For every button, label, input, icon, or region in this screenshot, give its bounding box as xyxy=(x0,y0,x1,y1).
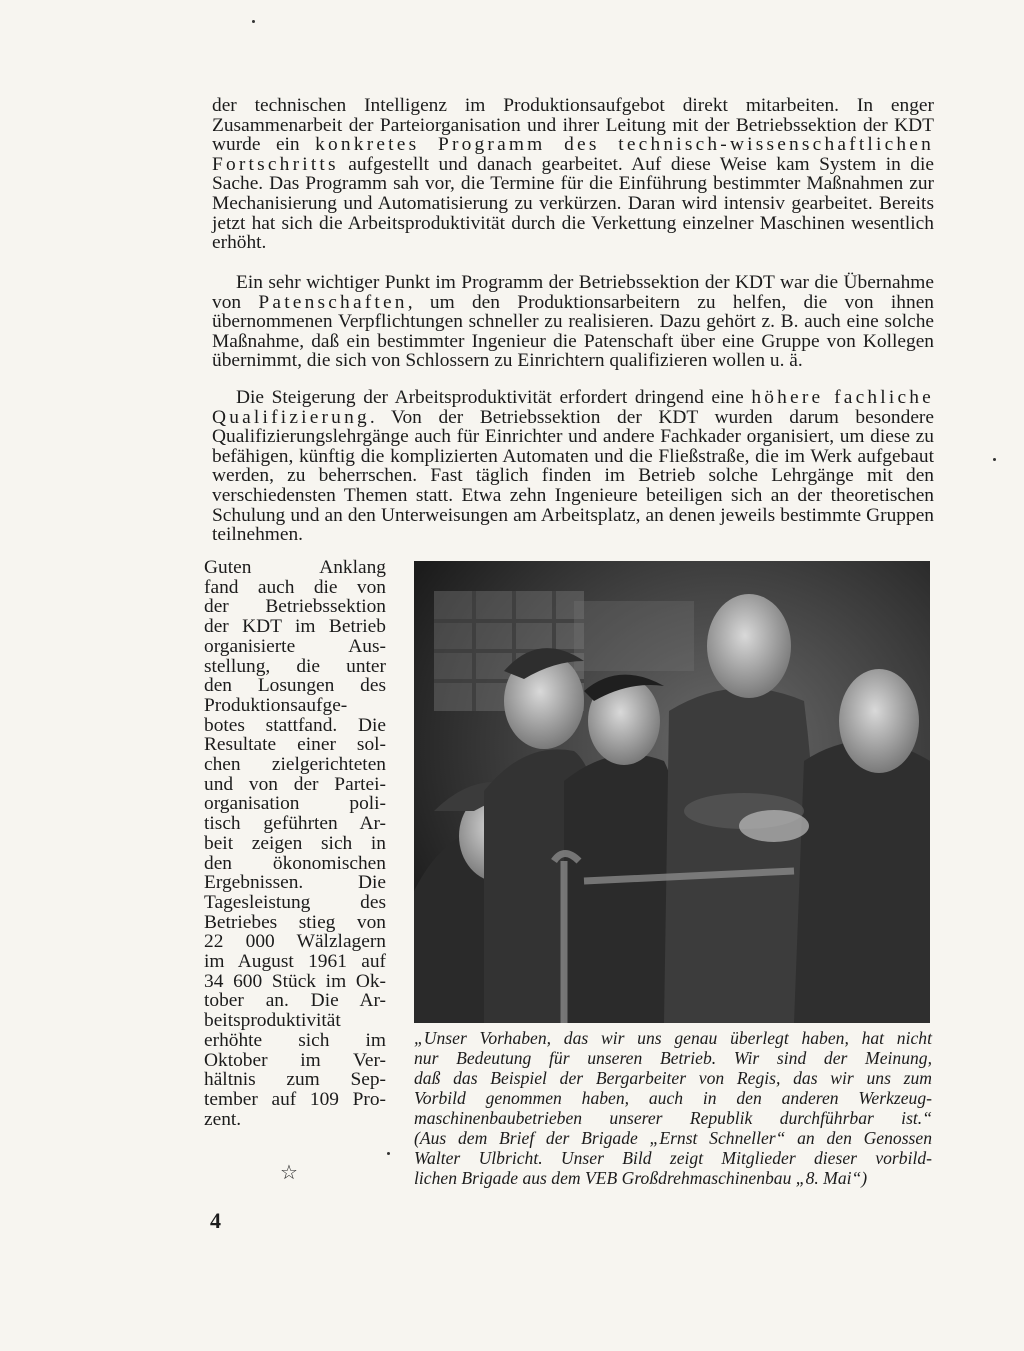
sidebar-column-text xyxy=(204,558,386,1129)
sidebar-line: hältnis zum Sep- xyxy=(204,1069,386,1091)
sidebar-line: tember auf 109 Pro- xyxy=(204,1088,386,1110)
paragraph-2-text-a: Ein sehr wichtiger Punkt im Programm der Betriebssektion der KDT war die Übernahme von xyxy=(212,272,934,313)
print-speck xyxy=(387,1152,390,1155)
sidebar-line: den Losungen des xyxy=(204,675,386,697)
caption-line: „Unser Vorhaben, das wir uns genau überlegt haben, hat nicht xyxy=(414,1028,932,1048)
paragraph-2-text-c: , um den Produktionsarbeitern zu helfen, die von ihnen übernommenen Verpflichtungen schneller zu realisieren. Dazu gehört z. B. auch eine solche Maßnahme, daß ein bestimmter Ingenieur die Patenschaft über eine Gruppe von Kollegen übernimmt, die sich von Schlossern zu Einrichtern qualifizieren wollen u. ä. xyxy=(212,291,934,372)
sidebar-line: organisierte Aus- xyxy=(204,635,386,657)
caption-line: daß das Beispiel der Bergarbeiter von Regis, das wir uns zum xyxy=(414,1068,932,1088)
paragraph-2 xyxy=(212,273,934,371)
sidebar-line: den ökonomischen xyxy=(204,852,386,874)
sidebar-line: im August 1961 auf xyxy=(204,951,386,973)
sidebar-line: chen zielgerichteten xyxy=(204,754,386,776)
sidebar-line: Oktober im Ver- xyxy=(204,1049,386,1071)
paragraph-2-emphasis: Patenschaften xyxy=(258,291,408,313)
paragraph-1 xyxy=(212,96,934,253)
sidebar-line: 34 600 Stück im Ok- xyxy=(204,970,386,992)
sidebar-line: 22 000 Wälzlagern xyxy=(204,931,386,953)
sidebar-line: Resultate einer sol- xyxy=(204,734,386,756)
paragraph-1-text-c: aufgestellt und danach gearbeitet. Auf diese Weise kam System in die Sache. Das Programm sah vor, die Termine für die Einführung bestimmter Maßnahmen zur Mechanisierung und Automatisierung zu verkürzen. Daran wird intensiv gearbeitet. Bereits jetzt hat sich die Arbeitsproduktivität durch die Verkettung einzelner Maschinen wesentlich erhöht. xyxy=(212,153,934,254)
caption-line: Vorbild genommen haben, auch in den anderen Werkzeug- xyxy=(414,1088,932,1108)
sidebar-line: zent. xyxy=(204,1108,242,1130)
page-number: 4 xyxy=(210,1208,221,1233)
sidebar-line: Tagesleistung des xyxy=(204,891,386,913)
paragraph-3-text-a: Die Steigerung der Arbeitsproduktivität erfordert dringend eine xyxy=(236,387,752,408)
caption-line: nur Bedeutung für unseren Betrieb. Wir sind der Meinung, xyxy=(414,1048,932,1068)
caption-line: lichen Brigade aus dem VEB Großdrehmaschinenbau „8. Mai“) xyxy=(414,1168,868,1188)
photo-illustration xyxy=(414,561,930,1023)
caption-line: Walter Ulbricht. Unser Bild zeigt Mitglieder dieser vorbild- xyxy=(414,1148,932,1168)
print-speck xyxy=(252,20,255,23)
sidebar-line: botes stattfand. Die xyxy=(204,714,386,736)
end-mark-star-icon: ☆ xyxy=(280,1162,298,1184)
sidebar-line: Produktionsaufge- xyxy=(204,694,348,716)
paragraph-3-emphasis: höhere fachliche Qualifizierung xyxy=(212,387,934,428)
photo-caption xyxy=(414,1028,932,1188)
paragraph-3-text-c: . Von der Betriebssektion der KDT wurden darum besondere Qualifizierungslehrgänge auch für Einrichter und andere Fachkader organisiert, um diese zu befähigen, künftig die komplizierten Automaten und die Fließstraße, die im Werk aufgebaut werden, zu beherrschen. Fast täglich finden im Betrieb solche Lehrgänge mit den verschiedensten Themen statt. Etwa zehn Ingenieure beteiligen sich an der theoretischen Schulung und an den Unterweisungen am Arbeitsplatz, an denen jeweils bestimmte Gruppen teilnehmen. xyxy=(212,406,934,546)
sidebar-line: organisation poli- xyxy=(204,793,386,815)
print-speck xyxy=(993,458,996,461)
sidebar-line: der Betriebssektion xyxy=(204,596,386,618)
photo-brigade-members xyxy=(414,561,930,1023)
paragraph-1-text-a: der technischen Intelligenz im Produktionsaufgebot direkt mitarbeiten. In enger Zusammenarbeit der Parteiorganisation und ihrer Leitung mit der Betriebssektion der KDT wurde ein xyxy=(212,95,934,156)
sidebar-line: Ergebnissen. Die xyxy=(204,872,386,894)
sidebar-line: beit zeigen sich in xyxy=(204,832,386,854)
sidebar-line: tober an. Die Ar- xyxy=(204,990,386,1012)
sidebar-line: beitsproduktivität xyxy=(204,1010,341,1032)
sidebar-line: erhöhte sich im xyxy=(204,1029,386,1051)
caption-line: maschinenbaubetrieben unserer Republik durchführbar ist.“ xyxy=(414,1108,932,1128)
sidebar-line: stellung, die unter xyxy=(204,655,386,677)
caption-line: (Aus dem Brief der Brigade „Ernst Schneller“ an den Genossen xyxy=(414,1128,932,1148)
sidebar-line: fand auch die von xyxy=(204,576,386,598)
sidebar-line: und von der Partei- xyxy=(204,773,386,795)
sidebar-line: Betriebes stieg von xyxy=(204,911,386,933)
paragraph-3 xyxy=(212,388,934,545)
sidebar-line: der KDT im Betrieb xyxy=(204,616,386,638)
sidebar-line: tisch geführten Ar- xyxy=(204,813,386,835)
paragraph-1-emphasis: konkretes Programm des technisch-wissenschaftlichen Fortschritts xyxy=(212,134,935,175)
sidebar-line: Guten Anklang xyxy=(204,557,386,578)
